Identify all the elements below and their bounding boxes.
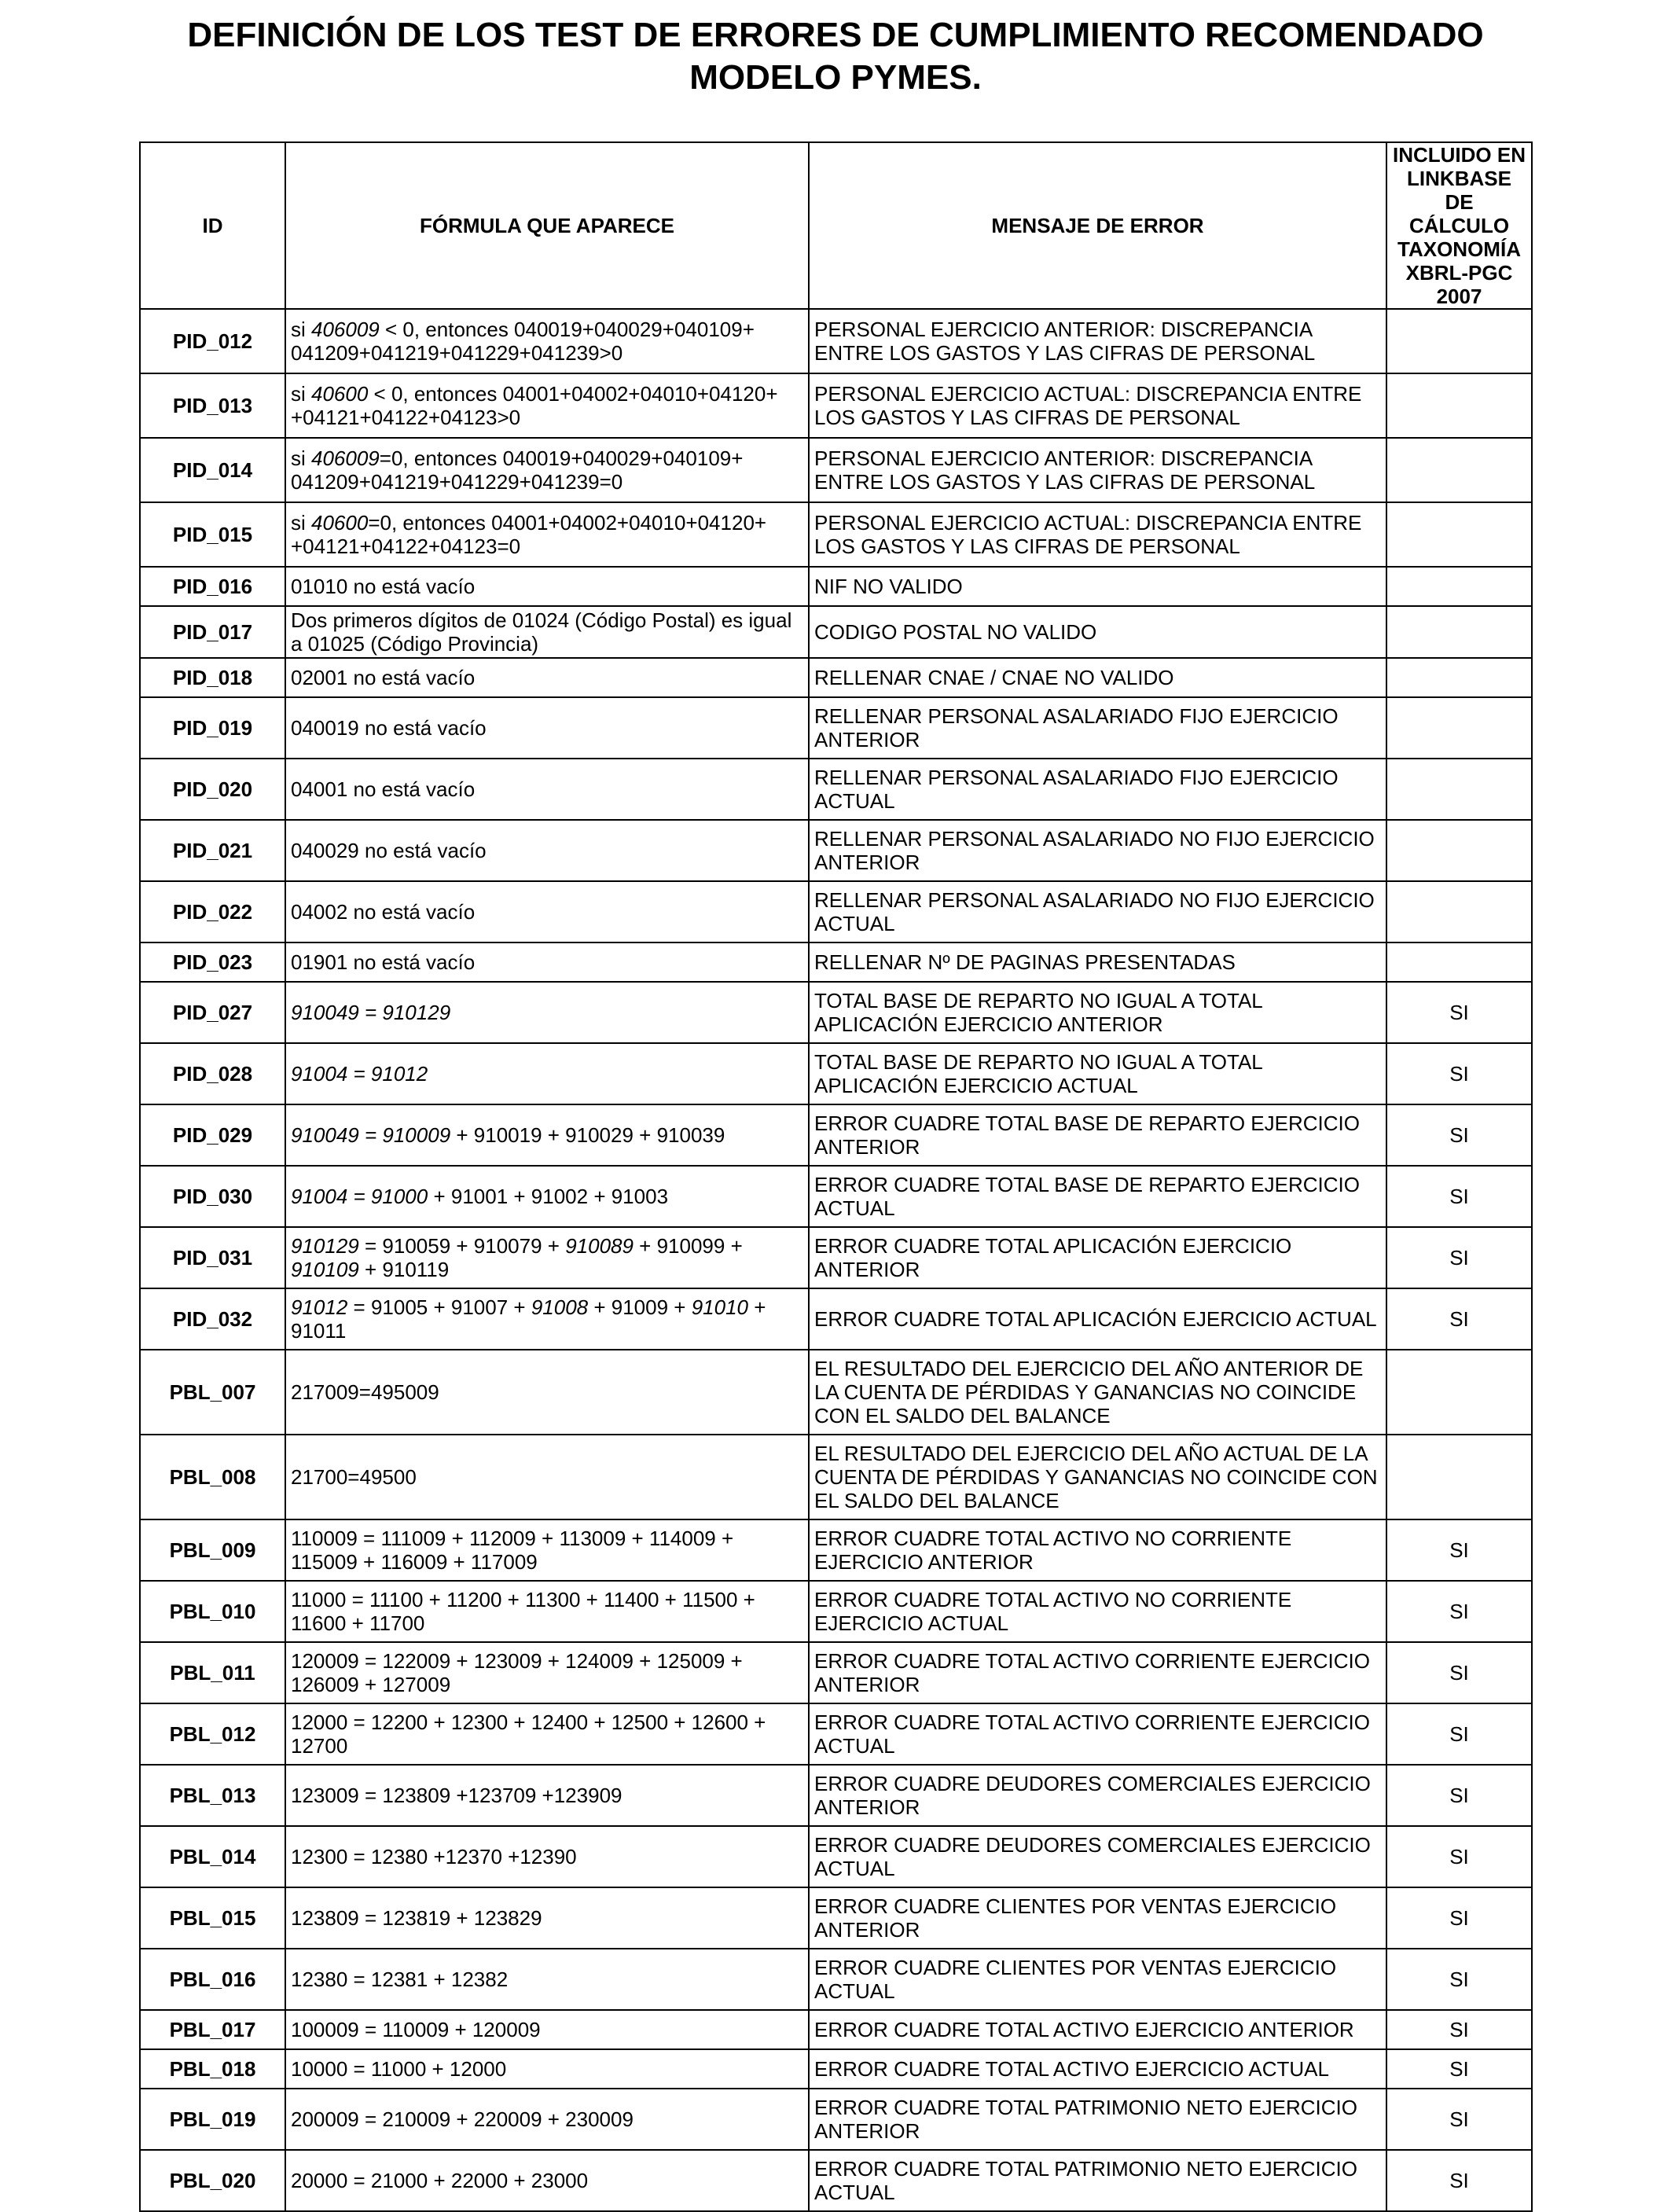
page-title — [0, 14, 1671, 99]
row-id: PID_032 — [140, 1288, 285, 1350]
table-row — [140, 502, 1532, 567]
table-row — [140, 881, 1532, 942]
table-row — [140, 1350, 1532, 1435]
row-id: PBL_019 — [140, 2089, 285, 2150]
row-id: PID_031 — [140, 1227, 285, 1288]
table-row — [140, 2049, 1532, 2089]
table-row — [140, 1703, 1532, 1765]
table-row — [140, 2150, 1532, 2211]
row-error-message: ERROR CUADRE TOTAL ACTIVO CORRIENTE EJERCICIO ANTERIOR — [809, 1642, 1386, 1703]
row-included-flag: SI — [1386, 1288, 1532, 1350]
column-header-included-line: XBRL-PGC 2007 — [1405, 261, 1513, 308]
row-error-message: PERSONAL EJERCICIO ANTERIOR: DISCREPANCIA ENTRE LOS GASTOS Y LAS CIFRAS DE PERSONAL — [809, 438, 1386, 502]
table-row — [140, 2010, 1532, 2049]
row-formula: 11000 = 11100 + 11200 + 11300 + 11400 + 11500 + 11600 + 11700 — [285, 1581, 809, 1642]
table-row — [140, 438, 1532, 502]
row-error-message: RELLENAR PERSONAL ASALARIADO NO FIJO EJERCICIO ANTERIOR — [809, 820, 1386, 881]
row-formula: 01010 no está vacío — [285, 567, 809, 606]
row-error-message: ERROR CUADRE TOTAL PATRIMONIO NETO EJERCICIO ACTUAL — [809, 2150, 1386, 2211]
row-id: PID_028 — [140, 1043, 285, 1104]
row-included-flag — [1386, 942, 1532, 982]
table-row — [140, 1227, 1532, 1288]
row-id: PBL_016 — [140, 1949, 285, 2010]
row-formula: 91004 = 91000 + 91001 + 91002 + 91003 — [285, 1166, 809, 1227]
row-included-flag — [1386, 697, 1532, 759]
page-title-line-2: MODELO PYMES. — [689, 58, 982, 97]
row-formula: 040029 no está vacío — [285, 820, 809, 881]
table-row — [140, 309, 1532, 373]
table-row — [140, 1435, 1532, 1519]
row-included-flag — [1386, 373, 1532, 438]
row-id: PID_023 — [140, 942, 285, 982]
row-error-message: ERROR CUADRE TOTAL APLICACIÓN EJERCICIO ACTUAL — [809, 1288, 1386, 1350]
row-error-message: ERROR CUADRE TOTAL ACTIVO CORRIENTE EJERCICIO ACTUAL — [809, 1703, 1386, 1765]
row-included-flag — [1386, 606, 1532, 658]
row-included-flag: SI — [1386, 1519, 1532, 1581]
row-formula: 123009 = 123809 +123709 +123909 — [285, 1765, 809, 1826]
row-id: PBL_009 — [140, 1519, 285, 1581]
row-formula: 100009 = 110009 + 120009 — [285, 2010, 809, 2049]
column-header-message: MENSAJE DE ERROR — [809, 142, 1386, 309]
row-error-message: PERSONAL EJERCICIO ANTERIOR: DISCREPANCIA ENTRE LOS GASTOS Y LAS CIFRAS DE PERSONAL — [809, 309, 1386, 373]
table-row — [140, 606, 1532, 658]
row-error-message: RELLENAR PERSONAL ASALARIADO FIJO EJERCICIO ACTUAL — [809, 759, 1386, 820]
row-formula: 20000 = 21000 + 22000 + 23000 — [285, 2150, 809, 2211]
row-formula: 910129 = 910059 + 910079 + 910089 + 910099 + 910109 + 910119 — [285, 1227, 809, 1288]
page-title-line-1: DEFINICIÓN DE LOS TEST DE ERRORES DE CUMPLIMIENTO RECOMENDADO — [187, 16, 1484, 54]
column-header-id: ID — [140, 142, 285, 309]
table-row — [140, 759, 1532, 820]
row-formula: 91004 = 91012 — [285, 1043, 809, 1104]
row-error-message: CODIGO POSTAL NO VALIDO — [809, 606, 1386, 658]
row-included-flag: SI — [1386, 1104, 1532, 1166]
table-row — [140, 1765, 1532, 1826]
table-row — [140, 2089, 1532, 2150]
row-included-flag — [1386, 567, 1532, 606]
row-formula: 910049 = 910009 + 910019 + 910029 + 910039 — [285, 1104, 809, 1166]
row-error-message: ERROR CUADRE TOTAL ACTIVO NO CORRIENTE EJERCICIO ACTUAL — [809, 1581, 1386, 1642]
table-row — [140, 820, 1532, 881]
row-id: PID_017 — [140, 606, 285, 658]
row-formula: si 406009=0, entonces 040019+040029+040109+ 041209+041219+041229+041239=0 — [285, 438, 809, 502]
row-formula: 12300 = 12380 +12370 +12390 — [285, 1826, 809, 1887]
row-id: PID_014 — [140, 438, 285, 502]
row-error-message: NIF NO VALIDO — [809, 567, 1386, 606]
column-header-formula: FÓRMULA QUE APARECE — [285, 142, 809, 309]
table-row — [140, 982, 1532, 1043]
table-row — [140, 1887, 1532, 1949]
row-included-flag: SI — [1386, 1581, 1532, 1642]
row-included-flag: SI — [1386, 1949, 1532, 2010]
row-included-flag — [1386, 658, 1532, 697]
row-error-message: TOTAL BASE DE REPARTO NO IGUAL A TOTAL APLICACIÓN EJERCICIO ACTUAL — [809, 1043, 1386, 1104]
row-formula: 02001 no está vacío — [285, 658, 809, 697]
row-id: PBL_012 — [140, 1703, 285, 1765]
row-formula: si 40600=0, entonces 04001+04002+04010+04120+ +04121+04122+04123=0 — [285, 502, 809, 567]
row-id: PBL_007 — [140, 1350, 285, 1435]
row-error-message: PERSONAL EJERCICIO ACTUAL: DISCREPANCIA ENTRE LOS GASTOS Y LAS CIFRAS DE PERSONAL — [809, 373, 1386, 438]
row-formula: 04002 no está vacío — [285, 881, 809, 942]
error-tests-table — [139, 141, 1533, 2212]
row-id: PBL_014 — [140, 1826, 285, 1887]
row-included-flag — [1386, 309, 1532, 373]
row-error-message: ERROR CUADRE TOTAL ACTIVO NO CORRIENTE EJERCICIO ANTERIOR — [809, 1519, 1386, 1581]
row-id: PBL_013 — [140, 1765, 285, 1826]
row-id: PID_022 — [140, 881, 285, 942]
row-id: PID_021 — [140, 820, 285, 881]
row-formula: 01901 no está vacío — [285, 942, 809, 982]
row-included-flag: SI — [1386, 1043, 1532, 1104]
row-formula: 040019 no está vacío — [285, 697, 809, 759]
column-header-included-line: CÁLCULO — [1408, 214, 1510, 237]
row-formula: 12380 = 12381 + 12382 — [285, 1949, 809, 2010]
row-included-flag — [1386, 759, 1532, 820]
row-included-flag: SI — [1386, 1887, 1532, 1949]
row-included-flag: SI — [1386, 1765, 1532, 1826]
row-error-message: RELLENAR CNAE / CNAE NO VALIDO — [809, 658, 1386, 697]
row-error-message: RELLENAR PERSONAL ASALARIADO NO FIJO EJERCICIO ACTUAL — [809, 881, 1386, 942]
row-formula: si 406009 < 0, entonces 040019+040029+040109+ 041209+041219+041229+041239>0 — [285, 309, 809, 373]
row-included-flag — [1386, 1435, 1532, 1519]
row-formula: 04001 no está vacío — [285, 759, 809, 820]
row-included-flag: SI — [1386, 1826, 1532, 1887]
row-error-message: ERROR CUADRE TOTAL ACTIVO EJERCICIO ANTERIOR — [809, 2010, 1386, 2049]
column-header-included-line: INCLUIDO EN — [1393, 143, 1526, 167]
table-row — [140, 1104, 1532, 1166]
row-formula: 123809 = 123819 + 123829 — [285, 1887, 809, 1949]
row-formula: 120009 = 122009 + 123009 + 124009 + 125009 + 126009 + 127009 — [285, 1642, 809, 1703]
table-row — [140, 1288, 1532, 1350]
column-header-included-line: LINKBASE DE — [1407, 167, 1511, 214]
table-row — [140, 697, 1532, 759]
row-error-message: TOTAL BASE DE REPARTO NO IGUAL A TOTAL APLICACIÓN EJERCICIO ANTERIOR — [809, 982, 1386, 1043]
row-id: PID_030 — [140, 1166, 285, 1227]
row-error-message: ERROR CUADRE DEUDORES COMERCIALES EJERCICIO ACTUAL — [809, 1826, 1386, 1887]
row-error-message: PERSONAL EJERCICIO ACTUAL: DISCREPANCIA ENTRE LOS GASTOS Y LAS CIFRAS DE PERSONAL — [809, 502, 1386, 567]
table-row — [140, 1043, 1532, 1104]
row-id: PID_020 — [140, 759, 285, 820]
row-formula: 10000 = 11000 + 12000 — [285, 2049, 809, 2089]
table-row — [140, 658, 1532, 697]
row-formula: 110009 = 111009 + 112009 + 113009 + 114009 + 115009 + 116009 + 117009 — [285, 1519, 809, 1581]
row-id: PBL_008 — [140, 1435, 285, 1519]
column-header-included — [1386, 142, 1532, 309]
row-error-message: ERROR CUADRE DEUDORES COMERCIALES EJERCICIO ANTERIOR — [809, 1765, 1386, 1826]
row-id: PBL_011 — [140, 1642, 285, 1703]
table-row — [140, 1949, 1532, 2010]
row-formula: 21700=49500 — [285, 1435, 809, 1519]
row-id: PBL_018 — [140, 2049, 285, 2089]
row-formula: si 40600 < 0, entonces 04001+04002+04010+04120+ +04121+04122+04123>0 — [285, 373, 809, 438]
table-row — [140, 942, 1532, 982]
row-included-flag — [1386, 1350, 1532, 1435]
row-id: PID_013 — [140, 373, 285, 438]
row-included-flag — [1386, 502, 1532, 567]
row-error-message: ERROR CUADRE TOTAL PATRIMONIO NETO EJERCICIO ANTERIOR — [809, 2089, 1386, 2150]
table-row — [140, 1826, 1532, 1887]
row-formula: 91012 = 91005 + 91007 + 91008 + 91009 + 91010 + 91011 — [285, 1288, 809, 1350]
row-id: PID_012 — [140, 309, 285, 373]
row-included-flag: SI — [1386, 982, 1532, 1043]
table-row — [140, 1166, 1532, 1227]
table-header-row — [140, 142, 1532, 309]
row-included-flag — [1386, 820, 1532, 881]
row-included-flag: SI — [1386, 1227, 1532, 1288]
row-error-message: ERROR CUADRE TOTAL ACTIVO EJERCICIO ACTUAL — [809, 2049, 1386, 2089]
row-included-flag: SI — [1386, 1166, 1532, 1227]
row-error-message: RELLENAR PERSONAL ASALARIADO FIJO EJERCICIO ANTERIOR — [809, 697, 1386, 759]
row-included-flag: SI — [1386, 2049, 1532, 2089]
row-included-flag: SI — [1386, 2089, 1532, 2150]
table-row — [140, 1581, 1532, 1642]
row-id: PBL_020 — [140, 2150, 285, 2211]
row-included-flag: SI — [1386, 1703, 1532, 1765]
row-id: PBL_010 — [140, 1581, 285, 1642]
row-error-message: ERROR CUADRE TOTAL APLICACIÓN EJERCICIO ANTERIOR — [809, 1227, 1386, 1288]
table-row — [140, 567, 1532, 606]
table-row — [140, 1642, 1532, 1703]
row-id: PID_019 — [140, 697, 285, 759]
row-id: PBL_017 — [140, 2010, 285, 2049]
table-row — [140, 373, 1532, 438]
row-included-flag: SI — [1386, 2010, 1532, 2049]
row-included-flag — [1386, 881, 1532, 942]
row-formula: 12000 = 12200 + 12300 + 12400 + 12500 + 12600 + 12700 — [285, 1703, 809, 1765]
row-included-flag — [1386, 438, 1532, 502]
column-header-included-line: TAXONOMÍA — [1397, 237, 1521, 261]
row-error-message: ERROR CUADRE TOTAL BASE DE REPARTO EJERCICIO ANTERIOR — [809, 1104, 1386, 1166]
row-error-message: RELLENAR Nº DE PAGINAS PRESENTADAS — [809, 942, 1386, 982]
row-id: PID_029 — [140, 1104, 285, 1166]
row-id: PID_027 — [140, 982, 285, 1043]
row-id: PID_018 — [140, 658, 285, 697]
row-formula: 200009 = 210009 + 220009 + 230009 — [285, 2089, 809, 2150]
row-formula: 910049 = 910129 — [285, 982, 809, 1043]
row-included-flag: SI — [1386, 1642, 1532, 1703]
row-id: PBL_015 — [140, 1887, 285, 1949]
row-id: PID_015 — [140, 502, 285, 567]
table-body — [140, 309, 1532, 2211]
row-error-message: EL RESULTADO DEL EJERCICIO DEL AÑO ACTUAL DE LA CUENTA DE PÉRDIDAS Y GANANCIAS NO COINCIDE CON EL SALDO DEL BALANCE — [809, 1435, 1386, 1519]
row-formula: Dos primeros dígitos de 01024 (Código Postal) es igual a 01025 (Código Provincia) — [285, 606, 809, 658]
row-error-message: ERROR CUADRE CLIENTES POR VENTAS EJERCICIO ANTERIOR — [809, 1887, 1386, 1949]
row-id: PID_016 — [140, 567, 285, 606]
row-included-flag: SI — [1386, 2150, 1532, 2211]
table-row — [140, 1519, 1532, 1581]
row-error-message: ERROR CUADRE CLIENTES POR VENTAS EJERCICIO ACTUAL — [809, 1949, 1386, 2010]
row-error-message: ERROR CUADRE TOTAL BASE DE REPARTO EJERCICIO ACTUAL — [809, 1166, 1386, 1227]
row-error-message: EL RESULTADO DEL EJERCICIO DEL AÑO ANTERIOR DE LA CUENTA DE PÉRDIDAS Y GANANCIAS NO COINCIDE CON EL SALDO DEL BALANCE — [809, 1350, 1386, 1435]
row-formula: 217009=495009 — [285, 1350, 809, 1435]
